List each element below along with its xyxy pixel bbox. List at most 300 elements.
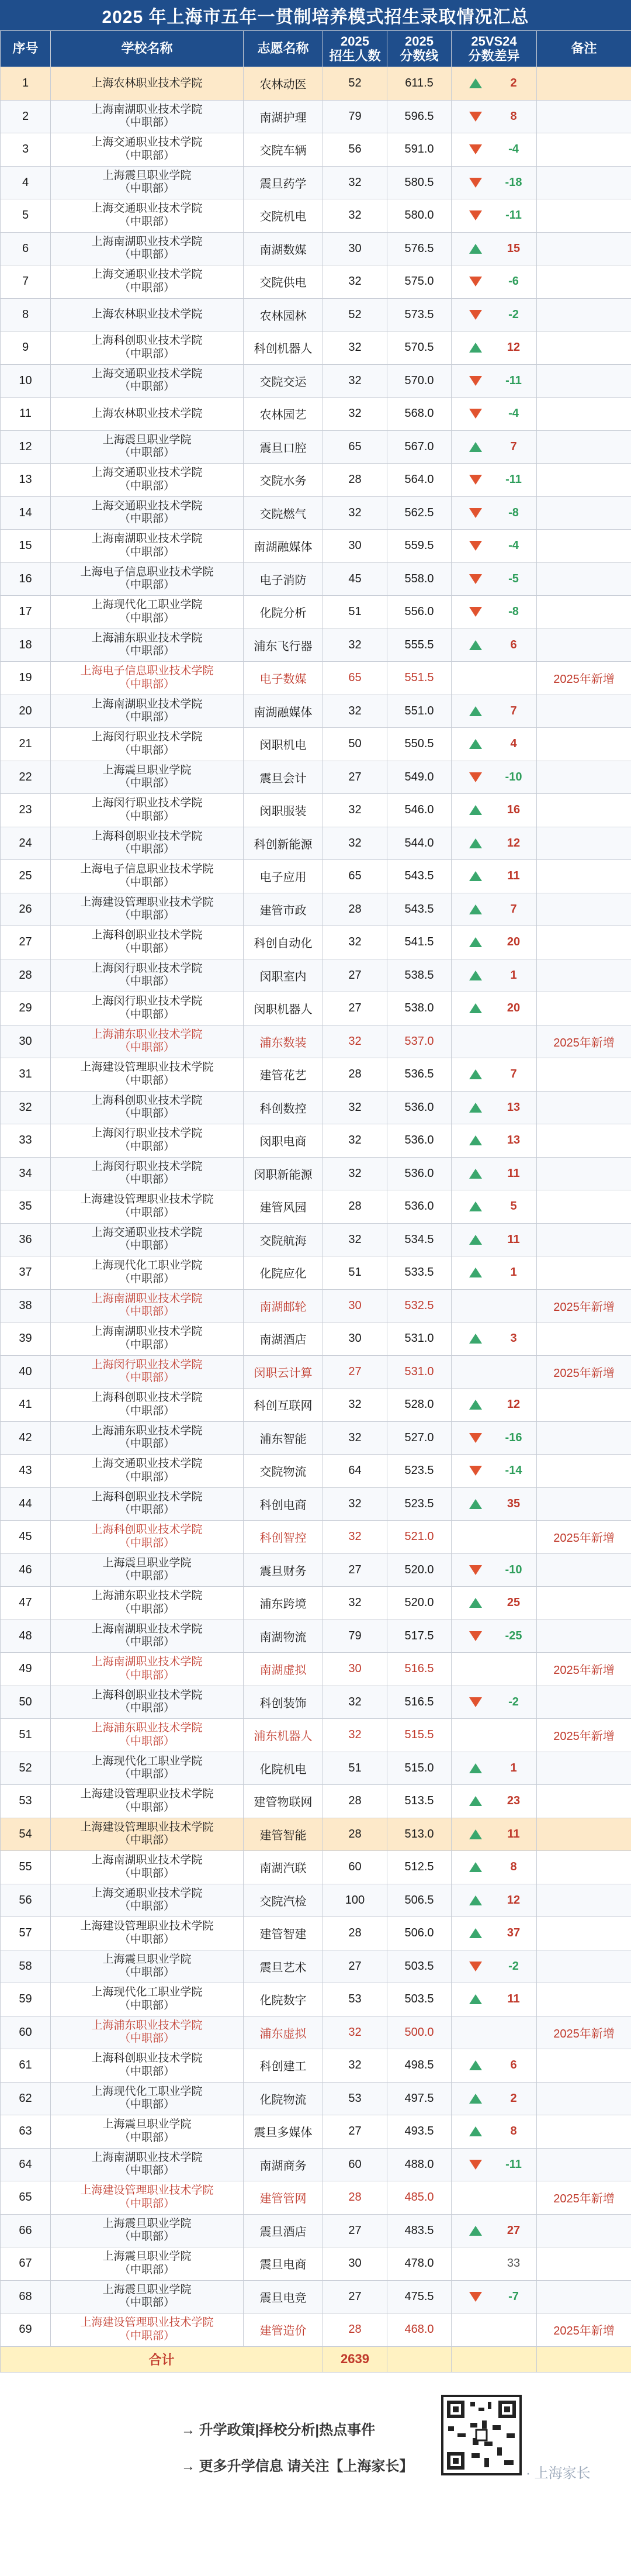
up-triangle-icon [469, 1135, 482, 1145]
row-diff [452, 728, 537, 761]
diff-value: 11 [499, 1167, 528, 1180]
row-school: 上海震旦职业学院 （中职部） [51, 761, 244, 794]
row-no: 30 [1, 1025, 51, 1058]
row-major: 浦东虚拟 [244, 2016, 323, 2049]
diff-value: 11 [499, 869, 528, 883]
diff-value: 13 [499, 1134, 528, 1147]
row-major: 农林园林 [244, 298, 323, 332]
row-no: 68 [1, 2280, 51, 2313]
diff-wrap [452, 1926, 536, 1940]
row-no: 10 [1, 364, 51, 398]
down-triangle-icon [469, 508, 482, 518]
down-triangle-icon [469, 541, 482, 551]
table-row [1, 629, 631, 662]
row-score: 506.0 [387, 1917, 452, 1950]
up-triangle-icon [469, 1499, 482, 1509]
diff-value: 4 [499, 737, 528, 751]
table-row [1, 67, 631, 101]
row-no: 14 [1, 496, 51, 530]
row-plan: 32 [323, 1686, 387, 1719]
row-no: 51 [1, 1719, 51, 1752]
diff-value: 13 [499, 1101, 528, 1114]
row-no: 44 [1, 1487, 51, 1521]
row-score: 531.0 [387, 1322, 452, 1356]
table-row [1, 2280, 631, 2313]
row-school: 上海现代化工职业学院 （中职部） [51, 1752, 244, 1785]
row-plan: 53 [323, 1983, 387, 2016]
table-row [1, 926, 631, 959]
row-diff [452, 562, 537, 596]
row-diff [452, 2148, 537, 2181]
diff-wrap [452, 1894, 536, 1907]
row-diff [452, 959, 537, 992]
row-plan: 32 [323, 1719, 387, 1752]
diff-wrap [452, 638, 536, 652]
row-plan: 60 [323, 1851, 387, 1884]
diff-value: 15 [499, 242, 528, 255]
row-diff [452, 364, 537, 398]
row-note [537, 794, 631, 827]
row-no: 60 [1, 2016, 51, 2049]
down-triangle-icon [469, 310, 482, 320]
diff-wrap [452, 1167, 536, 1180]
diff-wrap [452, 903, 536, 916]
row-diff [452, 1620, 537, 1653]
row-score: 550.5 [387, 728, 452, 761]
diff-wrap [452, 539, 536, 553]
row-diff [452, 2016, 537, 2049]
row-note [537, 1190, 631, 1224]
diff-wrap [452, 2125, 536, 2138]
row-note [537, 1818, 631, 1851]
diff-wrap [452, 2224, 536, 2237]
row-no: 29 [1, 992, 51, 1025]
row-note [537, 2148, 631, 2181]
up-triangle-icon [469, 1201, 482, 1211]
up-triangle-icon [469, 1069, 482, 1079]
row-no: 67 [1, 2247, 51, 2281]
diff-value: 8 [499, 110, 528, 123]
row-no: 55 [1, 1851, 51, 1884]
row-diff [452, 992, 537, 1025]
row-major: 南湖商务 [244, 2148, 323, 2181]
row-score: 536.0 [387, 1157, 452, 1190]
row-score: 536.0 [387, 1091, 452, 1124]
row-major: 闵职服装 [244, 794, 323, 827]
down-triangle-icon [469, 574, 482, 584]
table-row [1, 959, 631, 992]
row-school: 上海建设管理职业技术学院 （中职部） [51, 893, 244, 926]
row-no: 26 [1, 893, 51, 926]
row-major: 交院水务 [244, 464, 323, 497]
header-no: 序号 [1, 31, 51, 67]
row-note [537, 2082, 631, 2115]
row-plan: 28 [323, 2181, 387, 2215]
table-row [1, 1851, 631, 1884]
table-row [1, 1355, 631, 1389]
diff-wrap [452, 1696, 536, 1709]
diff-value: -18 [499, 176, 528, 189]
row-school: 上海震旦职业学院 （中职部） [51, 166, 244, 199]
row-major: 震旦口腔 [244, 430, 323, 464]
row-diff [452, 695, 537, 728]
row-major: 科创智控 [244, 1521, 323, 1554]
diff-value: -10 [499, 771, 528, 784]
row-school: 上海电子信息职业技术学院 （中职部） [51, 562, 244, 596]
row-score: 538.5 [387, 959, 452, 992]
diff-value: 3 [499, 1332, 528, 1345]
diff-value: -4 [499, 143, 528, 156]
table-row [1, 1884, 631, 1917]
row-plan: 27 [323, 1950, 387, 1983]
row-major: 交院燃气 [244, 496, 323, 530]
row-school: 上海电子信息职业技术学院 （中职部） [51, 860, 244, 893]
diff-value: 2 [499, 2092, 528, 2105]
row-note [537, 1421, 631, 1455]
up-triangle-icon [469, 1103, 482, 1113]
diff-value: -2 [499, 1960, 528, 1973]
row-score: 515.0 [387, 1752, 452, 1785]
row-note: 2025年新增 [537, 1719, 631, 1752]
row-score: 543.5 [387, 893, 452, 926]
row-school: 上海建设管理职业技术学院 （中职部） [51, 1818, 244, 1851]
diff-value: -8 [499, 506, 528, 520]
diff-value: 7 [499, 1068, 528, 1081]
row-note [537, 959, 631, 992]
diff-wrap [452, 1266, 536, 1279]
row-note [537, 530, 631, 563]
row-major: 闵职新能源 [244, 1157, 323, 1190]
row-score: 513.0 [387, 1818, 452, 1851]
promo-line-policy: → 升学政策|择校分析|热点事件 [181, 2418, 375, 2439]
table-row [1, 1521, 631, 1554]
table-row [1, 2247, 631, 2281]
diff-value: -5 [499, 572, 528, 586]
row-diff [452, 1884, 537, 1917]
row-no: 61 [1, 2049, 51, 2083]
diff-wrap [452, 1828, 536, 1841]
row-score: 523.5 [387, 1487, 452, 1521]
row-score: 562.5 [387, 496, 452, 530]
up-triangle-icon [469, 971, 482, 980]
row-diff [452, 298, 537, 332]
row-major: 交院交运 [244, 364, 323, 398]
row-diff [452, 2247, 537, 2281]
row-diff [452, 265, 537, 299]
row-no: 43 [1, 1455, 51, 1488]
row-no: 8 [1, 298, 51, 332]
row-school: 上海科创职业技术学院 （中职部） [51, 1091, 244, 1124]
table-row [1, 794, 631, 827]
row-note [537, 1553, 631, 1587]
row-major: 建管花艺 [244, 1058, 323, 1092]
diff-wrap [452, 2158, 536, 2171]
row-score: 580.0 [387, 199, 452, 233]
row-school: 上海建设管理职业技术学院 （中职部） [51, 1917, 244, 1950]
row-diff [452, 1587, 537, 1620]
row-school: 上海现代化工职业学院 （中职部） [51, 1256, 244, 1290]
up-triangle-icon [469, 904, 482, 914]
row-diff [452, 67, 537, 101]
row-diff [452, 1455, 537, 1488]
row-plan: 27 [323, 2214, 387, 2247]
row-note: 2025年新增 [537, 2016, 631, 2049]
row-school: 上海农林职业技术学院 [51, 398, 244, 431]
row-school: 上海科创职业技术学院 （中职部） [51, 1686, 244, 1719]
row-major: 化院机电 [244, 1752, 323, 1785]
row-no: 11 [1, 398, 51, 431]
diff-wrap [452, 1993, 536, 2006]
diff-wrap [452, 1860, 536, 1874]
row-diff [452, 1950, 537, 1983]
row-diff [452, 1322, 537, 1356]
row-no: 18 [1, 629, 51, 662]
row-score: 517.5 [387, 1620, 452, 1653]
table-row [1, 1487, 631, 1521]
row-diff [452, 430, 537, 464]
diff-wrap [452, 2290, 536, 2304]
diff-value: 12 [499, 341, 528, 354]
header-major: 志愿名称 [244, 31, 323, 67]
table-row [1, 1553, 631, 1587]
row-score: 536.0 [387, 1190, 452, 1224]
diff-wrap [452, 209, 536, 222]
row-school: 上海科创职业技术学院 （中职部） [51, 827, 244, 860]
row-diff [452, 2313, 537, 2347]
row-plan: 32 [323, 1421, 387, 1455]
up-triangle-icon [469, 739, 482, 749]
row-note [537, 398, 631, 431]
table-row [1, 1455, 631, 1488]
row-major: 南湖数媒 [244, 232, 323, 265]
row-score: 493.5 [387, 2115, 452, 2149]
row-major: 震旦多媒体 [244, 2115, 323, 2149]
row-major: 化院数字 [244, 1983, 323, 2016]
row-score: 515.5 [387, 1719, 452, 1752]
row-diff [452, 1157, 537, 1190]
total-plan: 2639 [323, 2346, 387, 2372]
row-major: 交院物流 [244, 1455, 323, 1488]
row-school: 上海南湖职业技术学院 （中职部） [51, 2148, 244, 2181]
row-school: 上海交通职业技术学院 （中职部） [51, 1223, 244, 1256]
diff-value: 7 [499, 705, 528, 718]
row-school: 上海闵行职业技术学院 （中职部） [51, 794, 244, 827]
row-no: 23 [1, 794, 51, 827]
row-score: 523.5 [387, 1455, 452, 1488]
row-school: 上海震旦职业学院 （中职部） [51, 1950, 244, 1983]
table-row [1, 464, 631, 497]
diff-wrap [452, 1629, 536, 1643]
down-triangle-icon [469, 1697, 482, 1707]
row-major: 南湖邮轮 [244, 1289, 323, 1322]
row-school: 上海交通职业技术学院 （中职部） [51, 265, 244, 299]
row-school: 上海交通职业技术学院 （中职部） [51, 464, 244, 497]
row-no: 19 [1, 662, 51, 695]
row-school: 上海南湖职业技术学院 （中职部） [51, 530, 244, 563]
diff-value: -11 [499, 2158, 528, 2171]
diff-value: -6 [499, 275, 528, 288]
row-no: 17 [1, 596, 51, 629]
row-school: 上海交通职业技术学院 （中职部） [51, 1884, 244, 1917]
diff-wrap [452, 1762, 536, 1775]
row-score: 573.5 [387, 298, 452, 332]
diff-value: 12 [499, 837, 528, 850]
row-major: 科创新能源 [244, 827, 323, 860]
row-plan: 45 [323, 562, 387, 596]
row-note [537, 629, 631, 662]
diff-wrap [452, 242, 536, 255]
diff-value: 1 [499, 1266, 528, 1279]
row-note [537, 166, 631, 199]
row-no: 21 [1, 728, 51, 761]
row-no: 40 [1, 1355, 51, 1389]
table-row [1, 2214, 631, 2247]
admission-table [0, 30, 631, 2373]
table-row [1, 1785, 631, 1818]
row-diff [452, 1487, 537, 1521]
row-no: 32 [1, 1091, 51, 1124]
row-school: 上海浦东职业技术学院 （中职部） [51, 1025, 244, 1058]
row-school: 上海科创职业技术学院 （中职部） [51, 332, 244, 365]
row-note: 2025年新增 [537, 1289, 631, 1322]
table-row [1, 1389, 631, 1422]
diff-value: -2 [499, 1696, 528, 1709]
row-plan: 52 [323, 298, 387, 332]
table-row [1, 166, 631, 199]
row-plan: 32 [323, 1124, 387, 1158]
row-note [537, 1455, 631, 1488]
row-no: 49 [1, 1653, 51, 1686]
row-plan: 79 [323, 100, 387, 133]
row-plan: 27 [323, 1355, 387, 1389]
row-no: 37 [1, 1256, 51, 1290]
row-note [537, 1983, 631, 2016]
row-note: 2025年新增 [537, 1653, 631, 1686]
row-note: 2025年新增 [537, 2313, 631, 2347]
row-major: 科创电商 [244, 1487, 323, 1521]
table-header [1, 31, 631, 67]
down-triangle-icon [469, 1565, 482, 1575]
row-plan: 28 [323, 1785, 387, 1818]
diff-value: 33 [499, 2257, 528, 2270]
row-major: 闵职机电 [244, 728, 323, 761]
row-score: 564.0 [387, 464, 452, 497]
row-score: 541.5 [387, 926, 452, 959]
row-note [537, 133, 631, 167]
row-no: 28 [1, 959, 51, 992]
table-row [1, 496, 631, 530]
row-diff [452, 199, 537, 233]
diff-wrap [452, 1233, 536, 1246]
row-no: 62 [1, 2082, 51, 2115]
table-row [1, 2148, 631, 2181]
row-major: 科创机器人 [244, 332, 323, 365]
diff-value: 20 [499, 935, 528, 949]
row-note [537, 1124, 631, 1158]
row-school: 上海建设管理职业技术学院 （中职部） [51, 1785, 244, 1818]
row-school: 上海交通职业技术学院 （中职部） [51, 1455, 244, 1488]
row-plan: 32 [323, 2049, 387, 2083]
row-no: 52 [1, 1752, 51, 1785]
row-school: 上海现代化工职业学院 （中职部） [51, 2082, 244, 2115]
row-school: 上海浦东职业技术学院 （中职部） [51, 1719, 244, 1752]
up-triangle-icon [469, 1400, 482, 1410]
table-row [1, 364, 631, 398]
row-major: 闵职云计算 [244, 1355, 323, 1389]
diff-value: -7 [499, 2290, 528, 2304]
diff-wrap [452, 1794, 536, 1808]
table-row [1, 199, 631, 233]
row-score: 485.0 [387, 2181, 452, 2215]
up-triangle-icon [469, 244, 482, 254]
row-plan: 32 [323, 794, 387, 827]
diff-value: -11 [499, 374, 528, 388]
row-plan: 30 [323, 232, 387, 265]
table-row [1, 1058, 631, 1092]
row-note [537, 1587, 631, 1620]
row-major: 建管管网 [244, 2181, 323, 2215]
total-label: 合计 [1, 2346, 323, 2372]
row-no: 24 [1, 827, 51, 860]
row-note [537, 761, 631, 794]
row-diff [452, 2280, 537, 2313]
row-score: 555.5 [387, 629, 452, 662]
row-major: 科创装饰 [244, 1686, 323, 1719]
diff-value: 5 [499, 1200, 528, 1213]
table-row [1, 1950, 631, 1983]
row-diff [452, 1653, 537, 1686]
row-plan: 65 [323, 860, 387, 893]
row-score: 549.0 [387, 761, 452, 794]
promo-line-follow: → 更多升学信息 请关注【上海家长】 [181, 2454, 413, 2475]
diff-value: -11 [499, 209, 528, 222]
table-row [1, 1091, 631, 1124]
row-score: 580.5 [387, 166, 452, 199]
diff-value: 8 [499, 1860, 528, 1874]
table-row [1, 1752, 631, 1785]
row-note [537, 1620, 631, 1653]
row-no: 69 [1, 2313, 51, 2347]
row-diff [452, 464, 537, 497]
diff-wrap [452, 969, 536, 982]
row-plan: 32 [323, 1157, 387, 1190]
row-plan: 50 [323, 728, 387, 761]
row-plan: 32 [323, 1223, 387, 1256]
row-plan: 28 [323, 893, 387, 926]
up-triangle-icon [469, 2126, 482, 2136]
diff-wrap [452, 143, 536, 156]
up-triangle-icon [469, 838, 482, 848]
diff-wrap [452, 2092, 536, 2105]
row-school: 上海南湖职业技术学院 （中职部） [51, 1620, 244, 1653]
row-no: 56 [1, 1884, 51, 1917]
row-score: 532.5 [387, 1289, 452, 1322]
row-major: 浦东数装 [244, 1025, 323, 1058]
row-no: 59 [1, 1983, 51, 2016]
row-major: 交院车辆 [244, 133, 323, 167]
row-diff [452, 1355, 537, 1389]
down-triangle-icon [469, 210, 482, 220]
row-no: 47 [1, 1587, 51, 1620]
row-no: 7 [1, 265, 51, 299]
row-school: 上海震旦职业学院 （中职部） [51, 2247, 244, 2281]
row-no: 31 [1, 1058, 51, 1092]
up-triangle-icon [469, 343, 482, 353]
row-no: 22 [1, 761, 51, 794]
row-no: 63 [1, 2115, 51, 2149]
diff-value: 6 [499, 2059, 528, 2072]
row-score: 503.5 [387, 1983, 452, 2016]
